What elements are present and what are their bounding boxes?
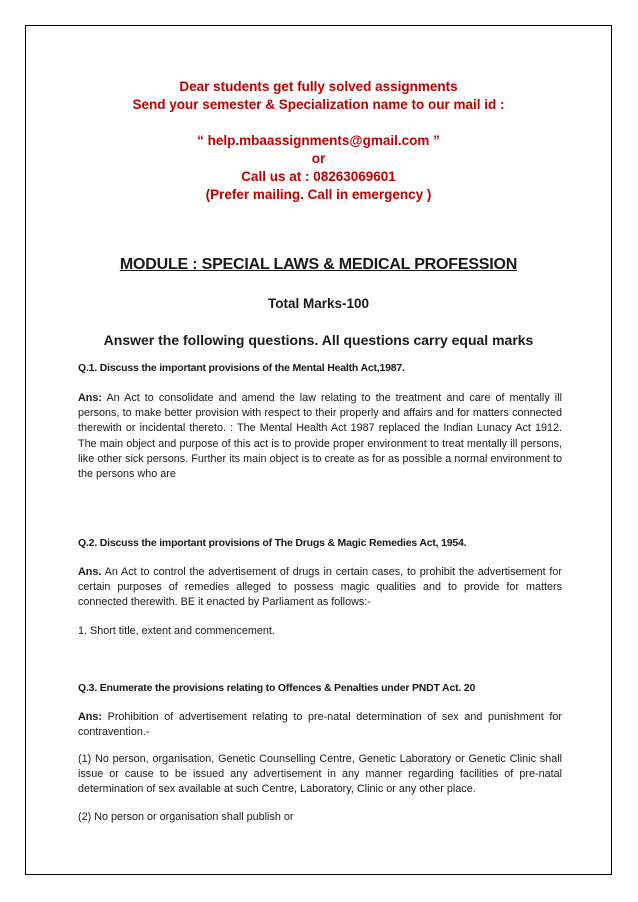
module-title: MODULE : SPECIAL LAWS & MEDICAL PROFESSION xyxy=(119,256,518,273)
answer-1-text: An Act to consolidate and amend the law relating to the treatment and care of mentally ill persons, to make better provision with respect to their properly and affairs and for matters connected therewith or incidental thereto. : The Mental Health Act 1987 replaced the Indian Lunacy Act 1912. The main object and purpose of this act is to provide proper environment to treat mentally ill persons, like other sick persons. Further its main object is to create as for as possible a normal environment to the persons who are xyxy=(78,392,562,481)
total-marks: Total Marks-100 xyxy=(267,296,370,311)
answer-3-label: Ans: xyxy=(78,711,102,723)
promo-header xyxy=(25,78,612,204)
promo-or: or xyxy=(311,151,326,166)
promo-email[interactable]: “ help.mbaassignments@gmail.com ” xyxy=(197,133,440,148)
question-2: Q.2. Discuss the important provisions of The Drugs & Magic Remedies Act, 1954. xyxy=(78,537,467,549)
answer-2-extra: 1. Short title, extent and commencement. xyxy=(78,625,275,637)
answer-3-text: Prohibition of advertisement relating to pre-natal determination of sex and punishment for contravention.- xyxy=(78,711,562,739)
answer-3 xyxy=(78,710,562,740)
promo-phone[interactable]: Call us at : 08263069601 xyxy=(241,169,396,184)
promo-line-2: Send your semester & Specialization name to our mail id : xyxy=(132,97,505,112)
answer-1 xyxy=(78,391,562,482)
answer-2-label: Ans. xyxy=(78,566,102,578)
answer-3-para-2: (2) No person or organisation shall publish or xyxy=(78,811,294,823)
answer-2 xyxy=(78,565,562,611)
answer-2-text: An Act to control the advertisement of drugs in certain cases, to prohibit the advertisement for certain purposes of remedies alleged to possess magic qualities and to provide for matters connected therewith. BE it enacted by Parliament as follows:- xyxy=(78,566,562,609)
answer-3-para-1: (1) No person, organisation, Genetic Counselling Centre, Genetic Laboratory or Genetic Clinic shall issue or cause to be issued any advertisement in any manner regarding facilities of pre-natal determination of sex available at such Centre, Laboratory, Clinic or any other place. xyxy=(78,753,562,796)
promo-prefer: (Prefer mailing. Call in emergency ) xyxy=(205,187,432,202)
answer-1-label: Ans: xyxy=(78,392,102,404)
instruction: Answer the following questions. All questions carry equal marks xyxy=(103,332,534,348)
promo-line-1: Dear students get fully solved assignments xyxy=(179,79,458,94)
question-1: Q.1. Discuss the important provisions of the Mental Health Act,1987. xyxy=(78,362,405,374)
question-3: Q.3. Enumerate the provisions relating to Offences & Penalties under PNDT Act. 20 xyxy=(78,682,476,694)
